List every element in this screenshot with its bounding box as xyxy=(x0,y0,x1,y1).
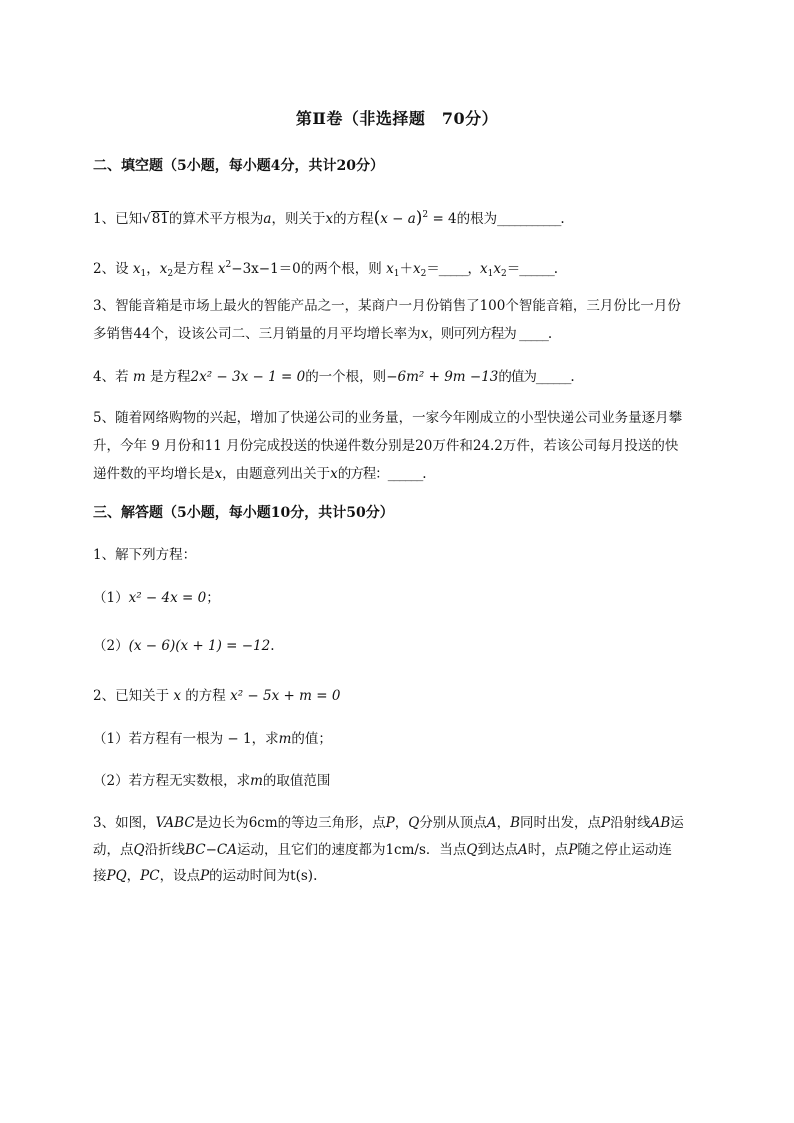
question-number: 5、 xyxy=(93,410,116,426)
answer-question-1-part-1 xyxy=(93,588,753,608)
math-var: x xyxy=(412,261,421,277)
text: 如图， xyxy=(115,815,156,831)
math-var: P xyxy=(600,815,611,831)
math-var: m xyxy=(132,369,146,385)
answer-blank[interactable]: ＝_____， xyxy=(426,261,481,277)
text: 运 xyxy=(670,815,684,831)
text: 同时出发，点 xyxy=(519,815,601,831)
math-var: x xyxy=(173,688,182,704)
answer-question-1 xyxy=(93,545,753,565)
math-expr: 2x² − 3x − 1 = 0 xyxy=(190,369,306,385)
text: ．当点 xyxy=(425,842,467,858)
paren: ( xyxy=(373,208,381,228)
page-title: 第Ⅱ卷（非选择题 70分） xyxy=(295,109,499,128)
text: ，设点 xyxy=(159,868,201,884)
text: ，则关于 xyxy=(271,211,326,227)
math-expr: −3x−1＝0 xyxy=(231,261,301,277)
fill-question-5-line-1 xyxy=(93,408,753,428)
paren: ) xyxy=(415,208,423,228)
text: 的运动时间为 xyxy=(209,868,291,884)
subscript: 1 xyxy=(487,269,494,279)
math-var: Q xyxy=(466,842,478,858)
text: 随之停止运动连 xyxy=(577,842,672,858)
math-var: x xyxy=(330,466,338,482)
answer-question-2 xyxy=(93,686,753,706)
text: 递件数的平均增长是 xyxy=(93,466,215,482)
math-var: B xyxy=(510,815,520,831)
text: 设 xyxy=(115,261,133,277)
math-var: x xyxy=(132,261,141,277)
answer-question-2-part-1 xyxy=(93,729,753,749)
fill-question-5-line-2: 升，今年 9 月份和11 月份完成投送的快递件数分别是20万件和24.2万件，若该公司每月投送的快 xyxy=(93,438,679,454)
answer-question-3-line-1 xyxy=(93,813,753,833)
exponent: 2 xyxy=(225,260,232,270)
text: 运动，且它们的速度都为 xyxy=(236,842,386,858)
fill-question-3-line-2 xyxy=(93,324,753,344)
text: ， xyxy=(126,868,141,884)
math-var: A xyxy=(486,815,497,831)
answer-question-3-line-3 xyxy=(93,866,753,886)
text: 的等边三角形，点 xyxy=(277,815,386,831)
math-var: Q xyxy=(133,842,145,858)
math-expr: x − a xyxy=(380,211,416,227)
section-fill-in-header: 二、填空题（5小题，每小题4分，共计20分） xyxy=(93,158,384,174)
math-expr: PC xyxy=(140,868,160,884)
math-var: x xyxy=(420,326,429,342)
math-expr: t(s) xyxy=(290,868,314,884)
subscript: 1 xyxy=(140,269,147,279)
part-label: （2） xyxy=(93,638,129,654)
text: 时，点 xyxy=(527,842,569,858)
math-var: Q xyxy=(408,815,420,831)
fill-question-3-line-1 xyxy=(93,296,753,316)
question-number: 3、 xyxy=(93,298,116,314)
math-var: x xyxy=(480,261,488,277)
text: 的两个根，则 xyxy=(300,261,387,277)
text: 的一个根，则 xyxy=(305,369,387,385)
math-var: x xyxy=(159,261,168,277)
text: 解下列方程： xyxy=(115,547,197,563)
text: 的值； xyxy=(291,731,332,747)
math-expr: x² − 4x = 0 xyxy=(128,590,207,606)
text: 已知 xyxy=(115,211,143,227)
text: 若 xyxy=(115,369,133,385)
text: 若方程有一根为 − 1，求 xyxy=(128,731,279,747)
fill-question-5-line-3 xyxy=(93,464,753,484)
answer-blank[interactable]: ，则可列方程为 _____. xyxy=(428,326,552,342)
text: 动，点 xyxy=(93,842,134,858)
text: ， xyxy=(146,261,160,277)
math-expr: BC−CA xyxy=(185,842,237,858)
answer-blank[interactable]: 的方程：______. xyxy=(337,466,426,482)
text: 沿射线 xyxy=(610,815,651,831)
text: 沿折线 xyxy=(144,842,186,858)
text: ， xyxy=(394,815,409,831)
math-var: P xyxy=(568,842,578,858)
text: . xyxy=(313,868,318,884)
text: 已知关于 xyxy=(115,688,174,704)
answer-blank[interactable]: ___________. xyxy=(497,211,564,227)
math-var: m xyxy=(278,731,292,747)
text: 随着网络购物的兴起，增加了快递公司的业务量，一家今年刚成立的小型快递公司业务量逐月攀 xyxy=(115,410,683,426)
math-expr: AB xyxy=(650,815,671,831)
text: 接 xyxy=(93,868,107,884)
math-var: m xyxy=(250,773,263,789)
exponent: 2 xyxy=(422,210,429,220)
math-var: x xyxy=(493,261,502,277)
part-label: （1） xyxy=(93,590,129,606)
math-var: P xyxy=(385,815,395,831)
text: 到达点 xyxy=(477,842,518,858)
subscript: 2 xyxy=(167,269,174,279)
answer-blank[interactable]: ＝______. xyxy=(506,261,558,277)
text: 的算术平方根为 xyxy=(168,211,264,227)
text: 是方程 xyxy=(145,369,191,385)
question-number: 2、 xyxy=(93,261,116,277)
fill-question-1: 1、已知√81的算术平方根为a，则关于x的方程$(x - a)^2 = 4$的根为___________. xyxy=(93,208,564,228)
text: 是边长为 xyxy=(194,815,249,831)
math-expr: VABC xyxy=(155,815,195,831)
text: ， xyxy=(496,815,511,831)
text: 的方程 xyxy=(333,211,374,227)
fill-question-2 xyxy=(93,255,753,284)
math-var: x xyxy=(214,466,223,482)
math-var: a xyxy=(263,211,272,227)
text: 是方程 xyxy=(173,261,218,277)
text: 的根为 xyxy=(456,211,498,227)
text: . xyxy=(270,638,275,654)
answer-blank[interactable]: 的值为______. xyxy=(498,369,574,385)
text: 多销售44个，设该公司二、三月销量的月平均增长率为 xyxy=(93,326,421,342)
math-expr: PQ xyxy=(106,868,127,884)
fill-question-4 xyxy=(93,367,753,387)
text: 分别从顶点 xyxy=(419,815,487,831)
subscript: 2 xyxy=(420,269,427,279)
answer-question-3-line-2 xyxy=(93,840,753,860)
text: 若方程无实数根，求 xyxy=(128,773,251,789)
section-answer-header: 三、解答题（5小题，每小题10分，共计50分） xyxy=(93,505,394,521)
math-var: A xyxy=(517,842,528,858)
question-number: 1、 xyxy=(93,547,116,563)
math-var: x xyxy=(386,261,394,277)
math-var: P xyxy=(200,868,210,884)
math-op: ＋ xyxy=(399,261,413,277)
part-label: （2） xyxy=(93,773,129,789)
math-expr: (x − 6)(x + 1) = −12 xyxy=(128,638,271,654)
subscript: 1 xyxy=(393,269,400,279)
answer-question-1-part-2 xyxy=(93,636,753,656)
math-var: x xyxy=(217,261,226,277)
part-label: （1） xyxy=(93,731,129,747)
subscript: 2 xyxy=(501,269,507,279)
math-var: x xyxy=(325,211,334,227)
question-number: 1、 xyxy=(93,211,116,227)
text: 的方程 xyxy=(181,688,231,704)
question-number: 2、 xyxy=(93,688,116,704)
math-expr: = 4 xyxy=(428,211,457,227)
answer-question-2-part-2 xyxy=(93,771,753,791)
text: ，由题意列出关于 xyxy=(222,466,331,482)
sqrt-value: 81 xyxy=(151,211,169,227)
math-expr: −6m² + 9m −13 xyxy=(386,369,499,385)
math-expr: 1cm/s xyxy=(385,842,426,858)
question-number: 4、 xyxy=(93,369,116,385)
math-expr: x² − 5x + m = 0 xyxy=(230,688,341,704)
text: ； xyxy=(206,590,220,606)
math-expr: 6cm xyxy=(248,815,278,831)
text: 智能音箱是市场上最火的智能产品之一，某商户一月份销售了100个智能音箱，三月份比一月份 xyxy=(115,298,681,314)
text: 的取值范围 xyxy=(262,773,331,789)
question-number: 3、 xyxy=(93,815,116,831)
